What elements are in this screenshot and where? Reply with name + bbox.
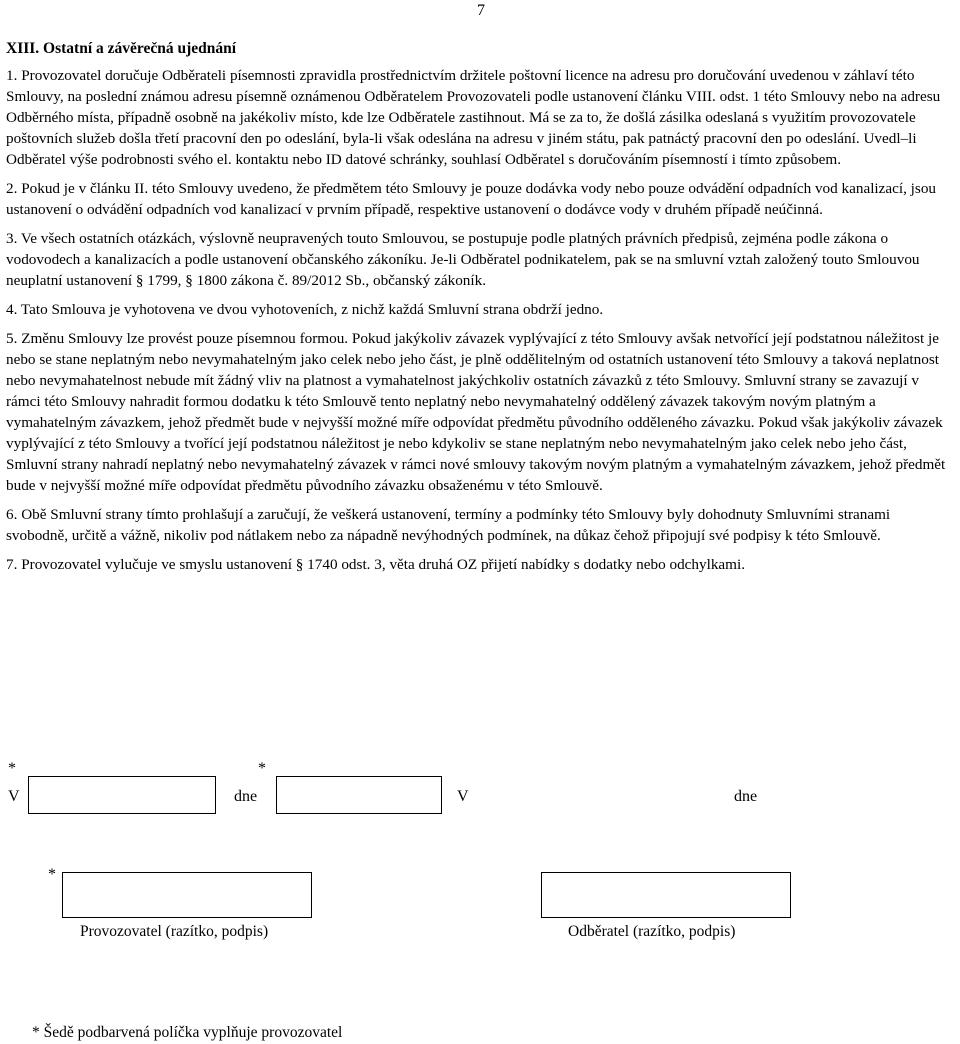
place-star-marker: *	[8, 760, 16, 777]
provider-signature-field[interactable]	[62, 872, 312, 918]
provider-signature-caption: Provozovatel (razítko, podpis)	[80, 923, 269, 940]
customer-date-label: dne	[734, 788, 758, 805]
footnote: * Šedě podbarvená políčka vyplňuje provozovatel	[32, 1024, 343, 1041]
provider-date-label: dne	[234, 788, 258, 805]
paragraph-3: 3. Ve všech ostatních otázkách, výslovně neupravených touto Smlouvou, se postupuje podle platných právních předpisů, zejména podle zákona o vodovodech a kanalizacích a podle ustanovení občanského zákoníku. Je-li Odběratel podnikatelem, pak se na smluvní vztah založený touto Smlouvou neuplatní ustanovení § 1799, § 1800 zákona č. 89/2012 Sb., občanský zákoník.	[6, 230, 920, 289]
date-star-marker: *	[258, 760, 266, 777]
section-title: XIII. Ostatní a závěrečná ujednání	[6, 40, 237, 57]
provider-signature-star-marker: *	[48, 866, 56, 883]
customer-signature-caption: Odběratel (razítko, podpis)	[568, 923, 736, 940]
provider-date-field[interactable]	[276, 776, 442, 814]
paragraph-2: 2. Pokud je v článku II. této Smlouvy uvedeno, že předmětem této Smlouvy je pouze dodávka vody nebo pouze odvádění odpadních vod kanalizací, jsou ustanovení o odvádění odpadních vod kanalizací v prvním případě, respektive ustanovení o dodávce vody v druhém případě neúčinná.	[6, 180, 937, 218]
paragraph-7: 7. Provozovatel vylučuje ve smyslu ustanovení § 1740 odst. 3, věta druhá OZ přijetí nabídky s dodatky nebo odchylkami.	[6, 556, 745, 573]
provider-place-label: V	[8, 788, 20, 805]
paragraph-6: 6. Obě Smluvní strany tímto prohlašují a zaručují, že veškerá ustanovení, termíny a podmínky této Smlouvy byly dohodnuty Smluvními stranami svobodně, určitě a vážně, nikoliv pod nátlakem nebo za nápadně nevýhodných podmínek, na důkaz čehož připojují své podpisy k této Smlouvě.	[6, 506, 891, 544]
customer-place-label: V	[457, 788, 469, 805]
paragraph-5: 5. Změnu Smlouvy lze provést pouze písemnou formou. Pokud jakýkoliv závazek vyplývající z této Smlouvy avšak netvořící její podstatnou náležitost je nebo se stane neplatným nebo nevymahatelným jako celek nebo jeho část, je plně oddělitelným od ostatních ustanovení této Smlouvy a taková neplatnost nebo nevymahatelnost nebude mít žádný vliv na platnost a vymahatelnost jakýchkoliv ostatních závazků z této Smlouvy. Smluvní strany se zavazují v rámci této Smlouvy nahradit formou dodatku k této Smlouvě tento neplatný nebo nevymahatelný oddělený závazek takovým novým platným a vymahatelným závazkem, jehož předmět bude v nejvyšší možné míře odpovídat předmětu původního odděleného závazku. Pokud však jakýkoliv závazek vyplývající z této Smlouvy a tvořící její podstatnou náležitost je nebo kdykoliv se stane neplatným nebo nevymahatelným jako celek nebo jeho část, Smluvní strany nahradí neplatný nebo nevymahatelný závazek v rámci nové smlouvy takovým novým platným a vymahatelným závazkem, jehož předmět bude v nejvyšší možné míře odpovídat předmětu původního závazku obsaženému v této Smlouvě.	[6, 330, 946, 494]
page-number: 7	[477, 2, 485, 19]
document-body	[6, 65, 951, 583]
paragraph-4: 4. Tato Smlouva je vyhotovena ve dvou vyhotoveních, z nichž každá Smluvní strana obdrží jedno.	[6, 301, 604, 318]
provider-place-field[interactable]	[28, 776, 216, 814]
customer-signature-field[interactable]	[541, 872, 791, 918]
paragraph-1: 1. Provozovatel doručuje Odběrateli písemnosti zpravidla prostřednictvím držitele poštovní licence na adresu pro doručování uvedenou v záhlaví této Smlouvy, na poslední známou adresu písemně oznámenou Odběratelem Provozovateli podle ustanovení článku VIII. odst. 1 této Smlouvy nebo na adresu Odběrného místa, případně osobně na jakékoliv místo, kde lze Odběratele zastihnout. Má se za to, že došlá zásilka odeslaná s využitím provozovatele poštovních služeb došla třetí pracovní den po odeslání, byla-li však odeslána na adresu v jiném státu, pak patnáctý pracovní den po odeslání. Uvedl–li Odběratel výše podrobnosti svého el. kontaktu nebo ID datové schránky, souhlasí Odběratel s doručováním písemností i tímto způsobem.	[6, 67, 941, 168]
